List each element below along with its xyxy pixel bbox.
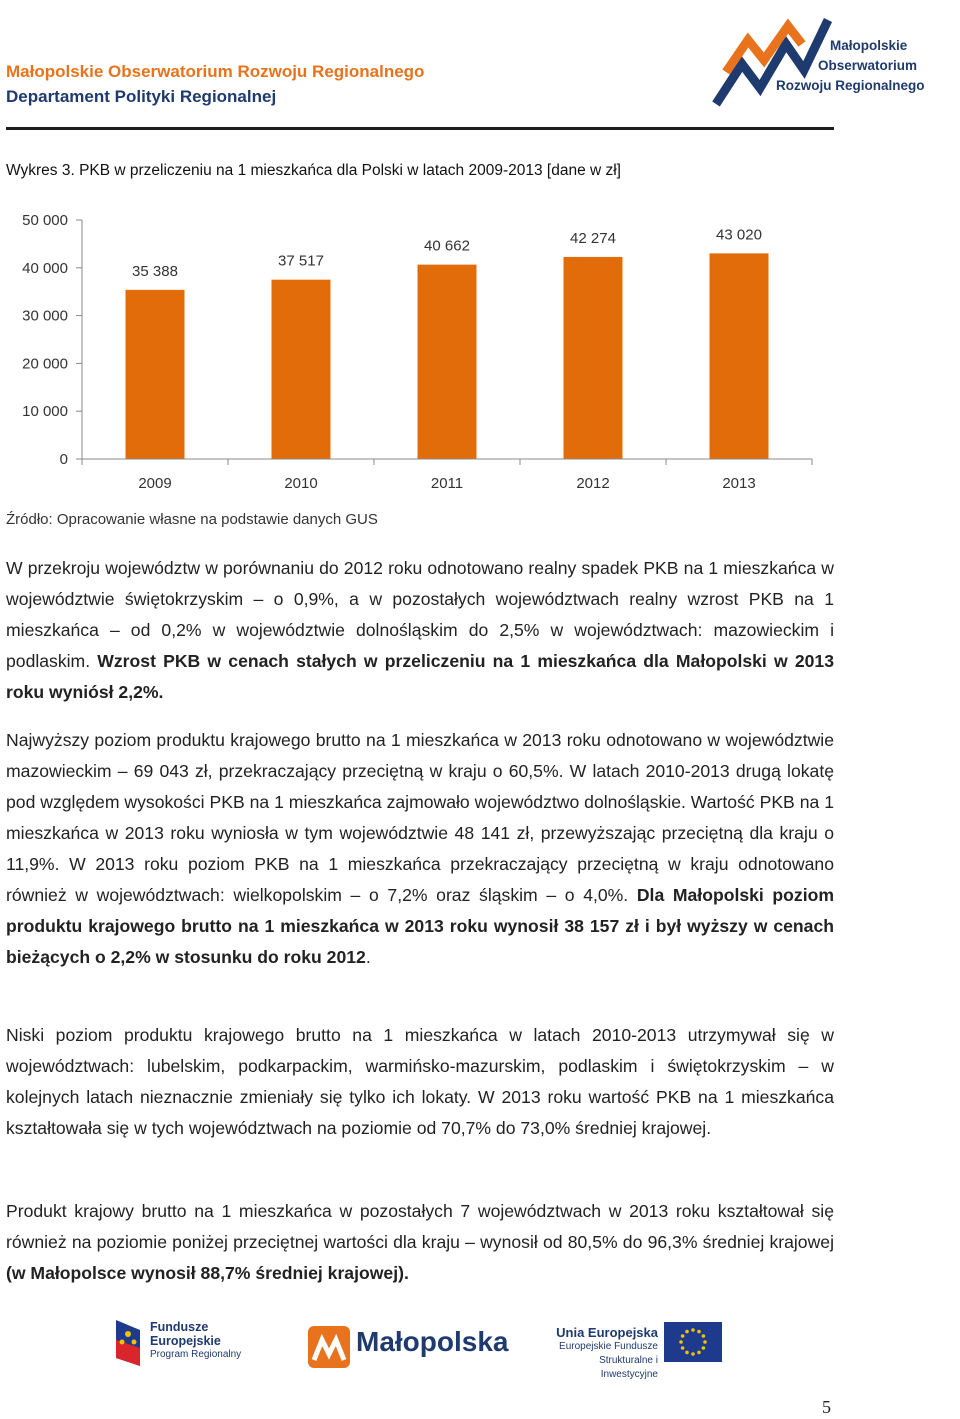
logo-line-1: Małopolskie bbox=[830, 38, 908, 53]
org-name: Małopolskie Obserwatorium Rozwoju Regionalnego bbox=[6, 62, 425, 81]
eu-star bbox=[703, 1340, 707, 1344]
chart-source: Źródło: Opracowanie własne na podstawie danych GUS bbox=[6, 511, 378, 528]
eu-star bbox=[685, 1330, 689, 1334]
eu-star bbox=[681, 1346, 685, 1350]
paragraph-3: Niski poziom produktu krajowego brutto na 1 mieszkańca w latach 2010-2013 utrzymywał się w województwach: lubelskim, podkarpackim, warmińsko-mazurskim, podlaskim i świętokrzyskim – w kolejnych latach nieznacznie zmieniały się tylko ich lokaty. W 2013 roku wartość PKB na 1 mieszkańca kształtowała się w tych województwach na poziomie od 70,7% do 73,0% średniej krajowej. bbox=[6, 1025, 834, 1138]
data-label-2010: 37 517 bbox=[278, 252, 324, 270]
chart-caption: Wykres 3. PKB w przeliczeniu na 1 mieszkańca dla Polski w latach 2009-2013 [dane w zł] bbox=[6, 162, 621, 179]
paragraph-4-bold: (w Małopolsce wynosił 88,7% średniej krajowej). bbox=[6, 1263, 409, 1283]
page-number: 5 bbox=[822, 1397, 831, 1417]
fe-line-3: Program Regionalny bbox=[150, 1349, 242, 1360]
paragraph-2-end: . bbox=[365, 947, 371, 967]
y-tick-label: 10 000 bbox=[22, 403, 68, 421]
mor-logo bbox=[712, 14, 948, 114]
page-header bbox=[0, 0, 960, 132]
y-tick-label: 20 000 bbox=[22, 355, 68, 373]
logo-line-3: Rozwoju Regionalnego bbox=[776, 78, 925, 93]
x-tick-label-2012: 2012 bbox=[576, 475, 610, 492]
bar-2012 bbox=[564, 257, 623, 459]
x-tick-label-2009: 2009 bbox=[138, 475, 172, 492]
x-axis bbox=[82, 459, 812, 492]
paragraph-1-bold: Wzrost PKB w cenach stałych w przeliczeniu na 1 mieszkańca dla Małopolski w 2013 roku wyniósł 2,2%. bbox=[6, 651, 834, 702]
header-divider bbox=[6, 127, 834, 130]
eu-line-2: Europejskie Fundusze bbox=[559, 1341, 658, 1352]
logo-line-2: Obserwatorium bbox=[818, 58, 918, 73]
bars-group bbox=[126, 226, 769, 459]
y-tick-label: 30 000 bbox=[22, 307, 68, 325]
eu-star bbox=[702, 1346, 706, 1350]
paragraph-2-bold: Dla Małopolski poziom produktu krajowego brutto na 1 mieszkańca w 2013 roku wynosił 38 157 zł i był wyższy w cenach bieżących o 2,2% w stosunku do roku 2012 bbox=[6, 885, 835, 967]
eu-star bbox=[685, 1351, 689, 1355]
bar-2010 bbox=[272, 280, 331, 459]
fe-logo-text bbox=[150, 1320, 241, 1362]
gdp-bar-chart bbox=[0, 200, 840, 500]
paragraph-2-text: Najwyższy poziom produktu krajowego brutto na 1 mieszkańca w 2013 roku odnotowano w województwie mazowieckim – 69 043 zł, przekraczający przeciętną w kraju o 60,5%. W latach 2010-2013 drugą lokatę pod względem wysokości PKB na 1 mieszkańca zajmowało województwo dolnośląskie. Wartość PKB na 1 mieszkańca w 2013 roku wyniosła w tym województwie 48 141 zł, przewyższając przeciętną dla kraju o 11,9%. W 2013 roku poziom PKB na 1 mieszkańca przekraczający przeciętną w kraju odnotowano również w województwach: wielkopolskim – o 7,2% oraz śląskim – o 4,0%. bbox=[6, 730, 834, 905]
paragraph-4 bbox=[6, 1196, 834, 1289]
eu-line-3: Strukturalne i Inwestycyjne bbox=[599, 1355, 658, 1380]
y-axis bbox=[22, 212, 82, 468]
x-tick-label-2011: 2011 bbox=[430, 475, 464, 492]
department-name: Departament Polityki Regionalnej bbox=[6, 87, 277, 106]
x-tick-label-2010: 2010 bbox=[284, 475, 318, 492]
eu-flag-icon bbox=[664, 1322, 722, 1362]
x-tick-label-2013: 2013 bbox=[722, 475, 756, 492]
data-label-2012: 42 274 bbox=[570, 229, 616, 247]
bar-2009 bbox=[126, 290, 185, 459]
eu-star bbox=[691, 1328, 695, 1332]
paragraph-1-text: W przekroju województw w porównaniu do 2012 roku odnotowano realny spadek PKB na 1 mieszkańca w województwie świętokrzyskim – o 0,9%, a w pozostałych województwach realny wzrost PKB na 1 mieszkańca – od 0,2% w województwie dolnośląskim do 2,5% w województwach: mazowieckim i podlaskim. bbox=[6, 558, 834, 671]
fe-line-2: Europejskie bbox=[150, 1334, 221, 1348]
eu-star bbox=[697, 1330, 701, 1334]
eu-star bbox=[691, 1352, 695, 1356]
bar-2011 bbox=[418, 265, 477, 459]
data-label-2013: 43 020 bbox=[716, 226, 762, 244]
paragraph-1 bbox=[6, 553, 834, 708]
footer-logos bbox=[0, 1312, 960, 1382]
paragraph-4-text: Produkt krajowy brutto na 1 mieszkańca w pozostałych 7 województwach w 2013 roku kształtował się również na poziomie poniżej przeciętnej wartości dla kraju – wynosił od 80,5% do 96,3% średniej krajowej bbox=[6, 1201, 834, 1252]
eu-star bbox=[679, 1340, 683, 1344]
fe-line-1: Fundusze bbox=[150, 1320, 209, 1334]
data-label-2011: 40 662 bbox=[424, 237, 470, 255]
data-label-2009: 35 388 bbox=[132, 262, 178, 280]
y-tick-label: 0 bbox=[59, 451, 68, 468]
malopolska-logo-icon bbox=[308, 1326, 350, 1368]
paragraph-2 bbox=[6, 725, 834, 973]
eu-logo-text bbox=[548, 1326, 658, 1382]
eu-star bbox=[702, 1334, 706, 1338]
eu-line-1: Unia Europejska bbox=[556, 1325, 658, 1340]
eu-star bbox=[697, 1351, 701, 1355]
malopolska-name: Małopolska bbox=[356, 1326, 509, 1357]
bar-2013 bbox=[710, 253, 769, 459]
y-tick-label: 40 000 bbox=[22, 259, 68, 277]
fe-logo-icon bbox=[110, 1318, 144, 1370]
y-tick-label: 50 000 bbox=[22, 212, 68, 229]
eu-star bbox=[681, 1334, 685, 1338]
